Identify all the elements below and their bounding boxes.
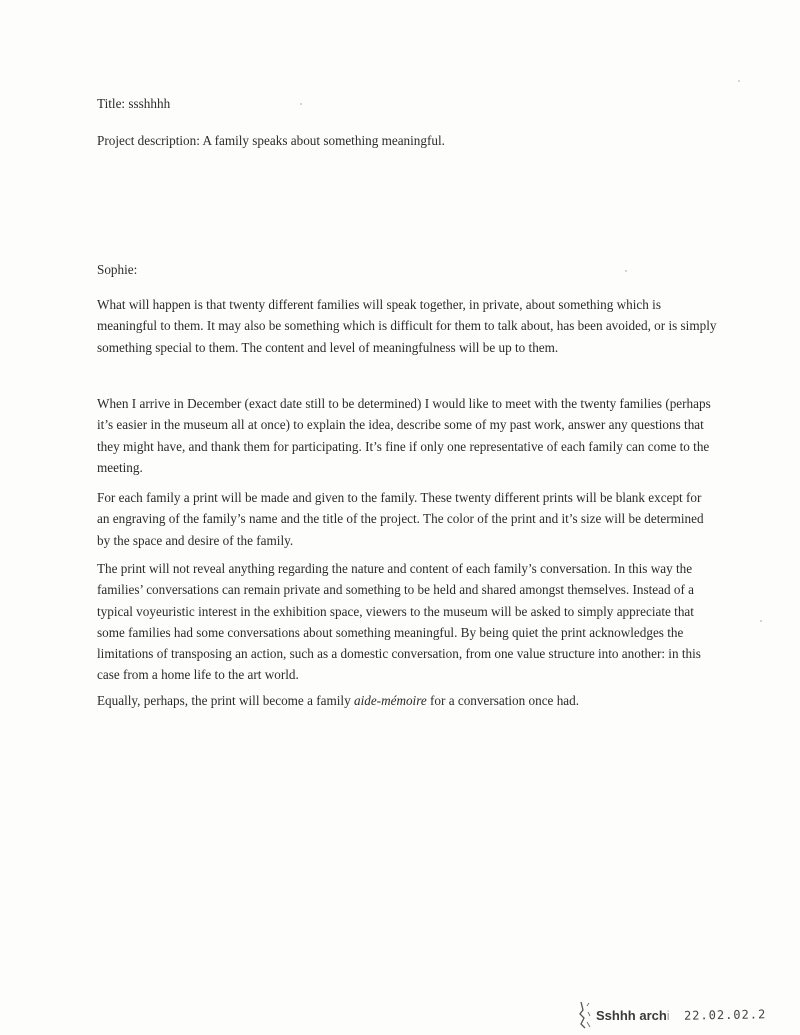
document-title-line: Title: ssshhhh [97,96,171,111]
handwritten-mark-icon [578,1000,594,1030]
paper-speck [625,270,627,272]
paragraph-2: When I arrive in December (exact date still to be determined) I would like to meet with the twenty families (perhaps it’s easier in the museum all at once) to explain the idea, describe some of my past work, answer any questions that they might have, and thank them for participating. It’s fine if only one representative of each family can come to the meeting. [97,396,711,475]
aide-memoire-term: aide-mémoire [353,693,427,708]
archive-stamp-faded: i [666,1007,670,1023]
archive-stamp-text: Sshhh arch [596,1007,667,1023]
paragraph-5-start: Equally, perhaps, the print will become a family [97,693,354,708]
archive-stamp [578,1000,793,1030]
paragraph-4: The print will not reveal anything regarding the nature and content of each family’s conversation. In this way the families’ conversations can remain private and something to be held and shared amongst themselves. Instead of a typical voyeuristic interest in the exhibition space, viewers to the museum will be asked to simply appreciate that some families had some conversations about something meaningful. By being quiet the print acknowledges the limitations of transposing an action, such as a domestic conversation, from one value structure into another: in this case from a home life to the art world. [97,561,701,683]
paper-speck [738,80,740,82]
paper-speck [760,620,762,622]
archive-stamp-label [596,1008,670,1023]
paper-speck [300,103,302,105]
paragraph-5-end: for a conversation once had. [426,693,580,708]
handwritten-date: 22.02.02.2 [683,1007,767,1023]
project-description-line: Project description: A family speaks about something meaningful. [97,133,445,148]
paragraph-3: For each family a print will be made and given to the family. These twenty different prints will be blank except for an engraving of the family’s name and the title of the project. The color of the print and it’s size will be determined by the space and desire of the family. [97,490,704,548]
paragraph-1: What will happen is that twenty different families will speak together, in private, about something which is meaningful to them. It may also be something which is difficult for them to talk about, has been avoided, or is simply something special to them. The content and level of meaningfulness will be up to them. [97,297,717,355]
paragraph-5 [97,690,717,711]
speaker-label: Sophie: [97,262,138,277]
